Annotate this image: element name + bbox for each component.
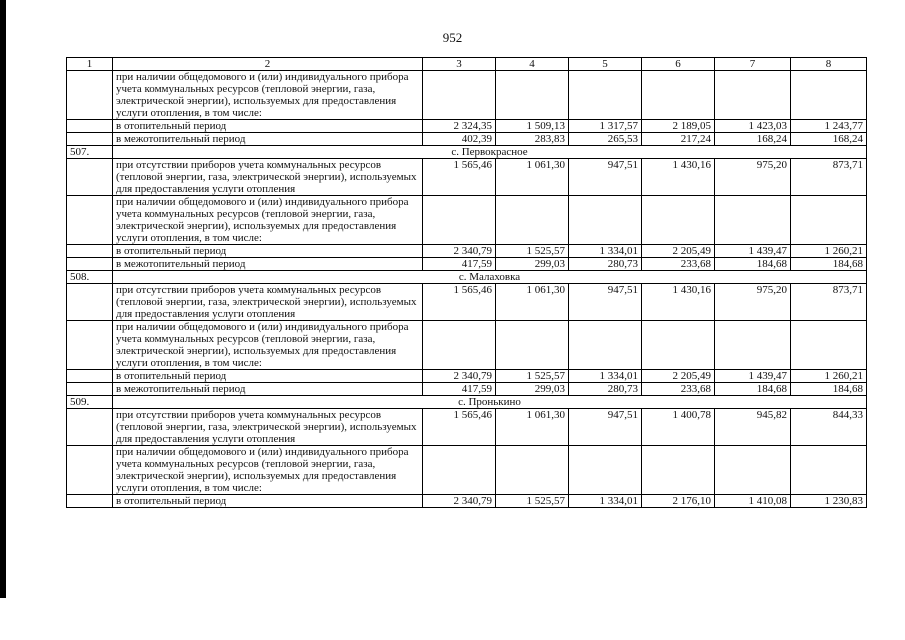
value-cell: 1 525,57 [496, 495, 569, 508]
value-cell: 1 439,47 [715, 370, 791, 383]
value-cell [715, 446, 791, 495]
value-cell [791, 446, 867, 495]
page-edge-bar [0, 0, 6, 598]
row-number-cell [67, 196, 113, 245]
row-description: при наличии общедомового и (или) индивидуального прибора учета коммунальных ресурсов (тепловой энергии, газа, электрической энергии), используемых для предоставления услуги отопления, в том числе: [113, 446, 423, 495]
value-cell: 1 400,78 [642, 409, 715, 446]
table-row [67, 495, 867, 508]
value-cell: 1 061,30 [496, 159, 569, 196]
value-cell: 1 525,57 [496, 370, 569, 383]
value-cell: 168,24 [791, 133, 867, 146]
section-number: 508. [67, 271, 113, 284]
table-row [67, 159, 867, 196]
value-cell: 1 317,57 [569, 120, 642, 133]
header-cell: 6 [642, 58, 715, 71]
table-row [67, 446, 867, 495]
value-cell: 1 260,21 [791, 245, 867, 258]
row-description: в отопительный период [113, 370, 423, 383]
value-cell [715, 321, 791, 370]
section-name: с. Малаховка [113, 271, 867, 284]
value-cell: 2 340,79 [423, 245, 496, 258]
value-cell: 2 340,79 [423, 495, 496, 508]
value-cell: 1 061,30 [496, 284, 569, 321]
section-row [67, 271, 867, 284]
row-number-cell [67, 409, 113, 446]
value-cell: 1 565,46 [423, 284, 496, 321]
value-cell: 233,68 [642, 258, 715, 271]
value-cell: 184,68 [715, 258, 791, 271]
value-cell [791, 321, 867, 370]
row-description: при отсутствии приборов учета коммунальных ресурсов (тепловой энергии, газа, электрической энергии), используемых для предоставления услуги отопления [113, 409, 423, 446]
row-number-cell [67, 495, 113, 508]
value-cell: 873,71 [791, 159, 867, 196]
value-cell: 1 430,16 [642, 284, 715, 321]
value-cell [496, 446, 569, 495]
row-number-cell [67, 133, 113, 146]
value-cell [715, 196, 791, 245]
table-row [67, 133, 867, 146]
row-number-cell [67, 321, 113, 370]
header-cell: 5 [569, 58, 642, 71]
header-cell: 8 [791, 58, 867, 71]
value-cell: 280,73 [569, 258, 642, 271]
value-cell: 417,59 [423, 383, 496, 396]
value-cell: 184,68 [791, 383, 867, 396]
table-row [67, 383, 867, 396]
value-cell: 975,20 [715, 159, 791, 196]
value-cell [423, 71, 496, 120]
value-cell: 299,03 [496, 383, 569, 396]
value-cell: 184,68 [715, 383, 791, 396]
row-description: при отсутствии приборов учета коммунальных ресурсов (тепловой энергии, газа, электрической энергии), используемых для предоставления услуги отопления [113, 284, 423, 321]
value-cell [423, 321, 496, 370]
value-cell: 1 423,03 [715, 120, 791, 133]
table-row [67, 71, 867, 120]
value-cell [791, 71, 867, 120]
value-cell: 1 410,08 [715, 495, 791, 508]
table-row [67, 245, 867, 258]
header-cell: 1 [67, 58, 113, 71]
header-cell: 7 [715, 58, 791, 71]
section-name: с. Пронькино [113, 396, 867, 409]
value-cell: 1 061,30 [496, 409, 569, 446]
value-cell [642, 446, 715, 495]
value-cell [642, 71, 715, 120]
value-cell: 1 230,83 [791, 495, 867, 508]
value-cell [569, 71, 642, 120]
table-row [67, 196, 867, 245]
value-cell: 1 260,21 [791, 370, 867, 383]
value-cell [791, 196, 867, 245]
value-cell [496, 71, 569, 120]
row-number-cell [67, 245, 113, 258]
table-row [67, 370, 867, 383]
value-cell: 217,24 [642, 133, 715, 146]
value-cell: 975,20 [715, 284, 791, 321]
value-cell: 280,73 [569, 383, 642, 396]
value-cell: 283,83 [496, 133, 569, 146]
header-cell: 4 [496, 58, 569, 71]
section-row [67, 146, 867, 159]
value-cell: 1 439,47 [715, 245, 791, 258]
row-description: при наличии общедомового и (или) индивидуального прибора учета коммунальных ресурсов (тепловой энергии, газа, электрической энергии), используемых для предоставления услуги отопления, в том числе: [113, 71, 423, 120]
section-name: с. Первокрасное [113, 146, 867, 159]
value-cell: 184,68 [791, 258, 867, 271]
value-cell [642, 321, 715, 370]
value-cell: 1 334,01 [569, 495, 642, 508]
value-cell [496, 321, 569, 370]
row-number-cell [67, 159, 113, 196]
row-number-cell [67, 258, 113, 271]
value-cell: 168,24 [715, 133, 791, 146]
row-number-cell [67, 120, 113, 133]
row-description: в межотопительный период [113, 383, 423, 396]
page-number: 952 [442, 30, 463, 45]
value-cell: 947,51 [569, 409, 642, 446]
row-description: при отсутствии приборов учета коммунальных ресурсов (тепловой энергии, газа, электрической энергии), используемых для предоставления услуги отопления [113, 159, 423, 196]
table-row [67, 409, 867, 446]
value-cell: 1 565,46 [423, 409, 496, 446]
value-cell: 947,51 [569, 159, 642, 196]
value-cell: 873,71 [791, 284, 867, 321]
row-description: при наличии общедомового и (или) индивидуального прибора учета коммунальных ресурсов (тепловой энергии, газа, электрической энергии), используемых для предоставления услуги отопления, в том числе: [113, 196, 423, 245]
header-cell: 3 [423, 58, 496, 71]
value-cell: 1 334,01 [569, 245, 642, 258]
value-cell [569, 321, 642, 370]
value-cell: 2 176,10 [642, 495, 715, 508]
value-cell: 1 430,16 [642, 159, 715, 196]
row-number-cell [67, 383, 113, 396]
row-description: в межотопительный период [113, 258, 423, 271]
value-cell [715, 71, 791, 120]
table-row [67, 120, 867, 133]
value-cell: 1 243,77 [791, 120, 867, 133]
value-cell: 1 525,57 [496, 245, 569, 258]
table-row [67, 258, 867, 271]
header-cell: 2 [113, 58, 423, 71]
row-number-cell [67, 71, 113, 120]
value-cell: 2 324,35 [423, 120, 496, 133]
value-cell [496, 196, 569, 245]
value-cell [423, 446, 496, 495]
row-number-cell [67, 446, 113, 495]
value-cell [569, 446, 642, 495]
row-description: в межотопительный период [113, 133, 423, 146]
table-header-row [67, 58, 867, 71]
value-cell: 2 189,05 [642, 120, 715, 133]
value-cell [569, 196, 642, 245]
table-row [67, 321, 867, 370]
value-cell: 844,33 [791, 409, 867, 446]
table-row [67, 284, 867, 321]
section-number: 507. [67, 146, 113, 159]
tariff-table [66, 57, 867, 508]
row-description: в отопительный период [113, 245, 423, 258]
value-cell: 1 565,46 [423, 159, 496, 196]
row-description: в отопительный период [113, 120, 423, 133]
value-cell: 417,59 [423, 258, 496, 271]
value-cell: 945,82 [715, 409, 791, 446]
value-cell: 2 205,49 [642, 245, 715, 258]
value-cell: 299,03 [496, 258, 569, 271]
row-description: в отопительный период [113, 495, 423, 508]
value-cell: 402,39 [423, 133, 496, 146]
value-cell: 1 509,13 [496, 120, 569, 133]
value-cell [642, 196, 715, 245]
value-cell [423, 196, 496, 245]
value-cell: 2 340,79 [423, 370, 496, 383]
row-number-cell [67, 370, 113, 383]
value-cell: 265,53 [569, 133, 642, 146]
row-description: при наличии общедомового и (или) индивидуального прибора учета коммунальных ресурсов (тепловой энергии, газа, электрической энергии), используемых для предоставления услуги отопления, в том числе: [113, 321, 423, 370]
section-row [67, 396, 867, 409]
value-cell: 2 205,49 [642, 370, 715, 383]
value-cell: 1 334,01 [569, 370, 642, 383]
value-cell: 947,51 [569, 284, 642, 321]
row-number-cell [67, 284, 113, 321]
section-number: 509. [67, 396, 113, 409]
value-cell: 233,68 [642, 383, 715, 396]
